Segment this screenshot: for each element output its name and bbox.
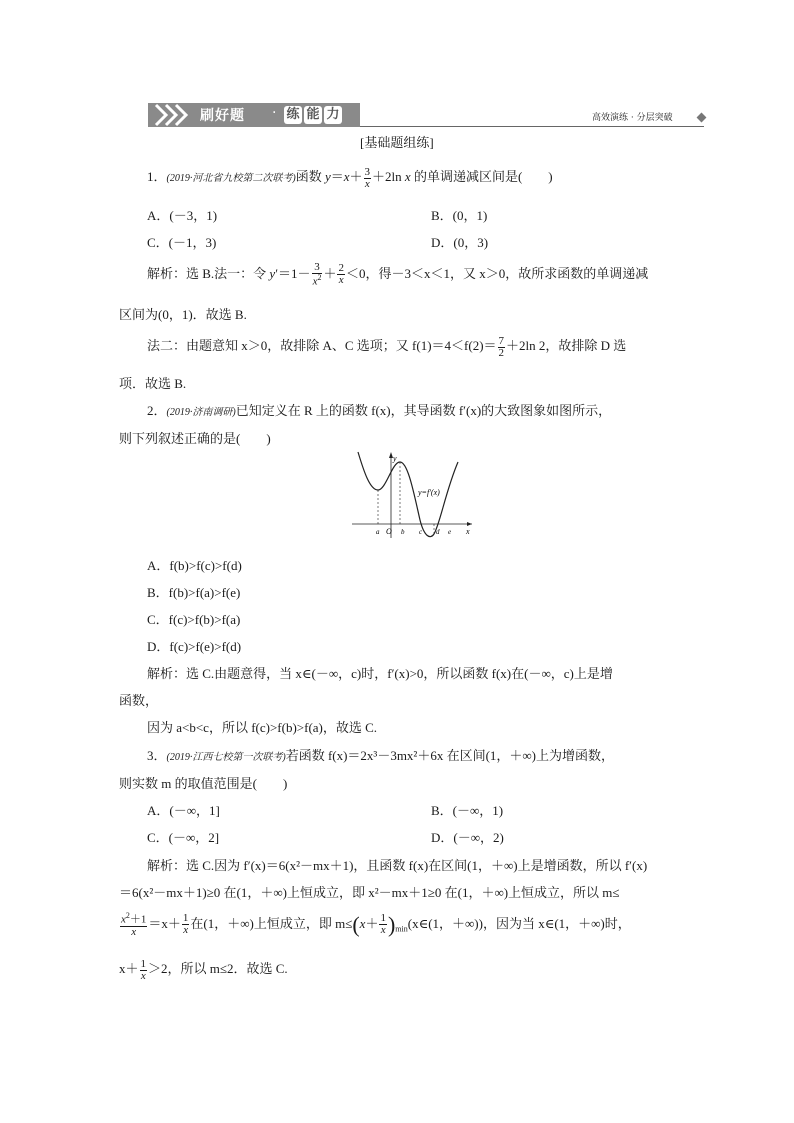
q2-option-a: A．f(b)>f(c)>f(d) bbox=[147, 558, 242, 573]
q2-option-d: D．f(c)>f(e)>f(d) bbox=[147, 639, 242, 654]
y-axis-label: y bbox=[393, 454, 397, 463]
q3-solution-line1: 解析：选 C.因为 f′(x)＝6(x²－mx＋1)，且函数 f(x)在区间(1，＋∞)上是增函数，所以 f′(x) bbox=[147, 858, 648, 873]
q1-stem: 1．(2019·河北省九校第二次联考)函数 y＝x＋ $\frac{3}{x}$ ＋2ln x 的单调递减区间是( ) bbox=[147, 165, 553, 190]
header-right-text: 高效演练 · 分层突破 bbox=[592, 113, 673, 123]
q2-solution-line1: 解析：选 C.由题意得，当 x∈(－∞，c)时，f′(x)>0，所以函数 f(x)在(－∞，c)上是增 bbox=[147, 666, 613, 681]
q3-option-b: B．(－∞，1) bbox=[431, 803, 504, 818]
q2-solution-line3: 因为 a<b<c，所以 f(c)>f(b)>f(a)，故选 C. bbox=[147, 720, 378, 735]
q2-option-b: B．f(b)>f(a)>f(e) bbox=[147, 585, 241, 600]
q1-source: (2019·河北省九校第二次联考) bbox=[166, 173, 296, 184]
q2-stem-line2: 则下列叙述正确的是( ) bbox=[119, 431, 271, 446]
q3-solution-line2: ＝6(x²－mx＋1)≥0 在(1，＋∞)上恒成立，即 x²－mx＋1≥0 在(1，＋∞)上恒成立，所以 m≤ bbox=[119, 885, 620, 900]
q3-stem-line1: 3．(2019·江西七校第一次联考)若函数 f(x)＝2x³－3mx²＋6x 在区间(1，＋∞)上为增函数， bbox=[147, 748, 615, 763]
q1-solution-line1: 解析：选 B.法一：令 y′＝1－ $\frac{3}{x^2}$ ＋ $\frac{2}{x}$ ＜0，得－3＜x＜1，又 x＞0，故所求函数的单调递减 bbox=[147, 261, 649, 288]
q2-solution-line2: 函数， bbox=[119, 693, 159, 708]
q3-stem-line2: 则实数 m 的取值范围是( ) bbox=[119, 776, 288, 791]
q1-solution-line3: 法二：由题意知 x＞0，故排除 A、C 选项；又 f(1)＝4＜f(2)＝ $\frac{7}{2}$ ＋2ln 2，故排除 D 选 bbox=[147, 334, 627, 359]
curve-label: y=f′(x) bbox=[418, 488, 440, 497]
q1-solution-line2: 区间为(0，1)．故选 B. bbox=[119, 307, 247, 322]
q1-option-c: C．(－1，3) bbox=[147, 235, 217, 250]
q1-option-b: B．(0，1) bbox=[431, 208, 488, 223]
q3-source: (2019·江西七校第一次联考) bbox=[166, 752, 286, 763]
q3-solution-line4: x＋ $\frac{1}{x}$ ＞2，所以 m≤2．故选 C. bbox=[119, 957, 288, 982]
chevron-right-icon bbox=[152, 103, 194, 127]
header-rule bbox=[360, 126, 704, 127]
tick-label-c: c bbox=[419, 528, 423, 536]
q3-option-a: A．(－∞，1] bbox=[147, 803, 220, 818]
banner-separator: · bbox=[272, 105, 277, 121]
banner-char: 能 bbox=[304, 106, 322, 124]
section-title: [基础题组练] bbox=[360, 135, 434, 150]
q3-solution-line3: $\frac{x^2+1}{x}$ ＝x＋ $\frac{1}{x}$ 在(1，＋∞)上恒成立，即 m≤(x＋ $\frac{1}{x}$ )$_{min}(x\in(1$，＋∞))，因为当 x∈(1，＋∞)时， bbox=[121, 911, 631, 938]
q3-option-c: C．(－∞，2] bbox=[147, 830, 220, 845]
x-axis-label: x bbox=[466, 527, 470, 536]
tick-label-e: e bbox=[448, 528, 452, 536]
q2-option-c: C．f(c)>f(b)>f(a) bbox=[147, 612, 241, 627]
tick-label-origin: O bbox=[386, 527, 392, 536]
diamond-icon bbox=[697, 113, 707, 123]
tick-label-d: d bbox=[436, 528, 440, 536]
tick-label-a: a bbox=[376, 528, 380, 536]
banner-char: 练 bbox=[284, 106, 302, 124]
q1-solution-line4: 项．故选 B. bbox=[119, 376, 187, 391]
q1-option-a: A．(－3，1) bbox=[147, 208, 218, 223]
tick-label-b: b bbox=[401, 528, 405, 536]
x-axis-arrow bbox=[467, 522, 472, 526]
q2-stem-line1: 2．(2019·济南调研)已知定义在 R 上的函数 f(x)，其导函数 f′(x)的大致图象如图所示， bbox=[147, 403, 612, 418]
banner-title: 刷好题 bbox=[200, 108, 245, 124]
q3-option-d: D．(－∞，2) bbox=[431, 830, 504, 845]
derivative-graph bbox=[348, 450, 478, 542]
banner-char: 力 bbox=[324, 106, 342, 124]
banner-boxed-title bbox=[284, 106, 344, 124]
q1-option-d: D．(0，3) bbox=[431, 235, 489, 250]
q2-source: (2019·济南调研) bbox=[166, 407, 236, 418]
